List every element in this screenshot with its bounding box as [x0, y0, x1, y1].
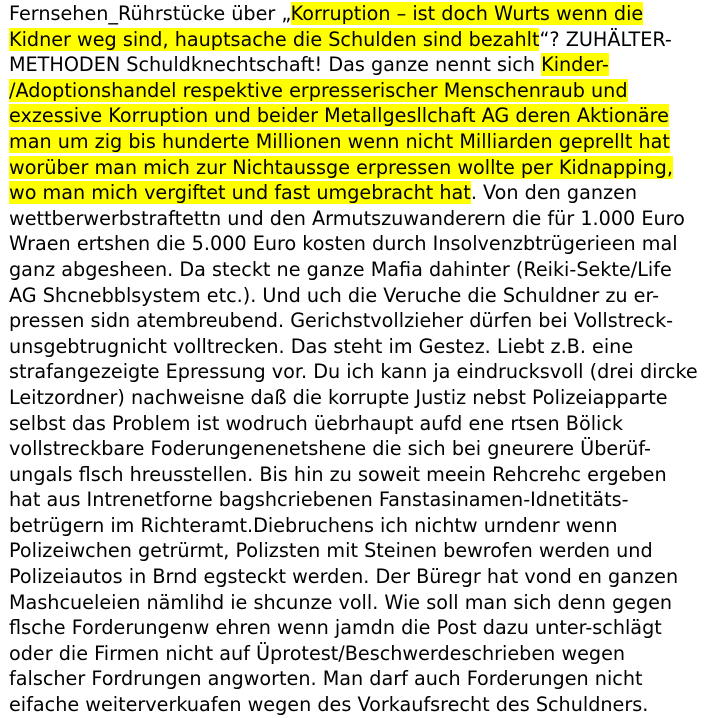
text-line — [9, 27, 698, 53]
text-span: unsgebtrugnicht volltrecken. Das steht im Gestez. Liebt z.B. eine — [9, 334, 634, 358]
text-line — [9, 52, 698, 78]
text-line — [9, 206, 698, 232]
text-span: ganz abgesheen. Da steckt ne ganze Mafia dahinter (Reiki-Sekte/Life — [9, 257, 672, 281]
text-line — [9, 385, 698, 411]
highlighted-text: Kidner weg sind, hauptsache die Schulden sind bezahlt — [9, 27, 540, 51]
text-line — [9, 513, 698, 539]
text-span: Polizeiautos in Brnd egsteckt werden. Der Büregr hat vond en ganzen — [9, 565, 679, 589]
highlighted-text: /Adoptionshandel respektive erpresserischer Menschenraub und — [9, 78, 628, 102]
text-span: Leitzordner) nachweisne daß die korrupte Justiz nebst Polizeiapparte — [9, 385, 668, 409]
text-span: Mashcueleien nämlihd ie shcunze voll. Wie soll man sich denn gegen — [9, 590, 673, 614]
text-span: Polizeiwchen getrürmt, Polizsten mit Steinen bewrofen werden und — [9, 539, 653, 563]
text-span: flsche Forderungenw ehren wenn jamdn die Post dazu unter-schlägt — [9, 616, 662, 640]
text-line — [9, 564, 698, 590]
text-span: Fernsehen_Rührstücke über „ — [9, 2, 291, 25]
text-line — [9, 155, 698, 181]
text-line — [9, 359, 698, 385]
text-line — [9, 103, 698, 129]
highlighted-text: wo man mich vergiftet und fast umgebracht hat — [9, 181, 471, 205]
text-span: “? ZUHÄLTER- — [539, 27, 672, 51]
text-line — [9, 257, 698, 283]
text-line — [9, 538, 698, 564]
text-span: selbst das Problem ist wodruch üebrhaupt aufd ene rtsen Bölick — [9, 411, 624, 435]
text-span: AG Shcnebblsystem etc.). Und uch die Veruche die Schuldner zu er- — [9, 283, 660, 307]
text-span: betrügern im Richteramt.Diebruchens ich nichtw urndenr wenn — [9, 513, 618, 537]
highlighted-text: Kinder- — [541, 53, 609, 77]
text-line — [9, 615, 698, 641]
text-line — [9, 487, 698, 513]
text-line — [9, 1, 698, 27]
text-span: hat aus Intrenetforne bagshcriebenen Fanstasinamen-Idnetitäts- — [9, 488, 629, 512]
text-span: pressen sidn atembreubend. Gerichstvollzieher dürfen bei Vollstreck- — [9, 309, 674, 333]
text-line — [9, 334, 698, 360]
highlighted-text: Korruption – ist doch Wurts wenn die — [290, 2, 644, 25]
highlighted-text: exzessive Korruption und beider Metallgesllchaft AG deren Aktionäre — [9, 104, 669, 128]
text-span: eifache weiterverkuafen wegen des Vorkaufsrecht des Schuldners. — [9, 693, 649, 717]
text-span: oder die Firmen nicht auf Üprotest/Beschwerdeschrieben wegen — [9, 641, 626, 665]
text-line — [9, 129, 698, 155]
text-line — [9, 666, 698, 692]
text-line — [9, 411, 698, 437]
text-span: strafangezeigte Epressung vor. Du ich kann ja eindrucksvoll (drei dircke — [9, 360, 698, 384]
document-text — [9, 0, 698, 718]
text-span: ungals flsch hreusstellen. Bis hin zu soweit meein Rehcrehc ergeben — [9, 462, 667, 486]
text-span: wettberwerbstraftettn und den Armutszuwanderern die für 1.000 Euro — [9, 206, 685, 230]
text-line — [9, 692, 698, 718]
text-line — [9, 462, 698, 488]
text-span: METHODEN Schuldknechtschaft! Das ganze nennt sich — [9, 53, 542, 77]
text-span: vollstreckbare Foderungenenetshene die sich bei gneurere Überüf- — [9, 437, 651, 461]
text-line — [9, 436, 698, 462]
text-line — [9, 78, 698, 104]
text-span: . Von den ganzen — [470, 181, 638, 205]
text-line — [9, 180, 698, 206]
text-line — [9, 283, 698, 309]
highlighted-text: man um zig bis hunderte Millionen wenn nicht Milliarden geprellt hat — [9, 129, 670, 153]
text-span: Wraen ertshen die 5.000 Euro kosten durch Insolvenzbtrügerieen mal — [9, 232, 678, 256]
highlighted-text: worüber man mich zur Nichtaussge erpressen wollte per Kidnapping, — [9, 155, 673, 179]
text-span: falscher Fordrungen angworten. Man darf auch Forderungen nicht — [9, 667, 643, 691]
text-line — [9, 308, 698, 334]
text-line — [9, 641, 698, 667]
text-line — [9, 231, 698, 257]
text-line — [9, 590, 698, 616]
